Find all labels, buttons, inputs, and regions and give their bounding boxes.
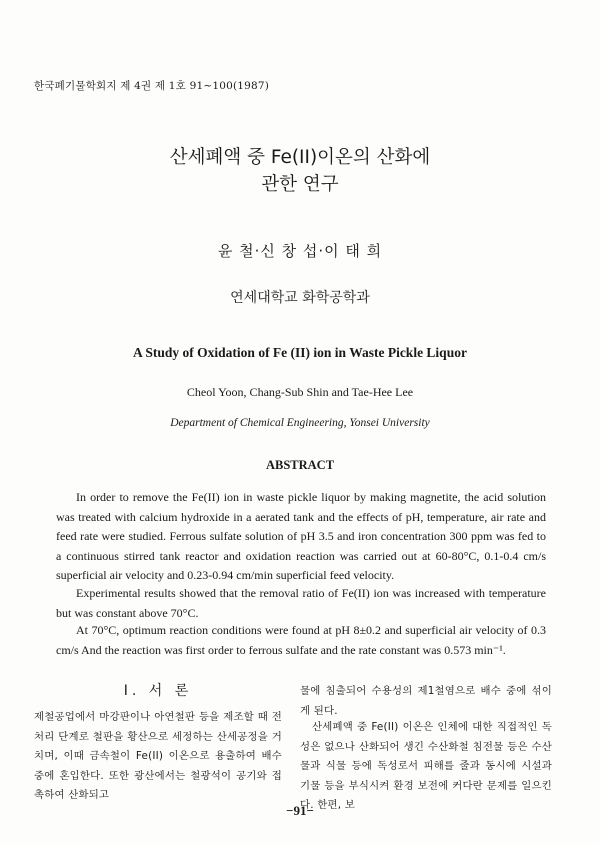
body-text-right-column-continuation: 물에 침출되어 수용성의 제1철염으로 배수 중에 섞이게 된다. — [300, 685, 552, 717]
section-heading-introduction: I. 서 론 — [123, 683, 193, 699]
affiliation-korean: 연세대학교 화학공학과 — [230, 290, 370, 306]
page-number: −91− — [286, 803, 314, 818]
authors-korean: 윤 철·신 창 섭·이 태 희 — [217, 242, 383, 260]
body-text-right-column-paragraph: 산세폐액 중 Fe(II) 이온은 인체에 대한 직접적인 독성은 없으나 산화되어 생긴 수산화철 침전물 등은 수산물과 식물 등에 독성로서 피해를 줄과 동시에 시설과 기물 등을 부식시켜 환경 보전에 커다란 문제를 일으킨다. 한편, 보 — [300, 721, 552, 811]
body-text-left-column: 제철공업에서 마강판이나 아연철판 등을 제조할 때 전처리 단계로 철판을 황산으로 세정하는 산세공정을 거치며, 이때 금속철이 Fe(II) 이온으로 용출하여 배수 중에 혼입한다. 또한 광산에서는 철광석이 공기와 접촉하여 산화되고 — [34, 711, 282, 801]
affiliation-english: Department of Chemical Engineering, Yonsei University — [170, 417, 430, 429]
abstract-paragraph-1: In order to remove the Fe(II) ion in waste pickle liquor by making magnetite, the acid solution was treated with calcium hydroxide in a aerated tank and the effects of pH, temperature, air rate and feed rate were studied. Ferrous sulfate solution of pH 3.5 and iron concentration 300 ppm was fed to a continuous stirred tank reactor and oxidation reaction was carried out at 60-80°C, 0.1-0.4 cm/s superficial air velocity and 0.23-0.94 cm/min superficial feed velocity. — [56, 490, 546, 582]
abstract-paragraph-3: At 70°C, optimum reaction conditions were found at pH 8±0.2 and superficial air velocity of 0.3 cm/s And the reaction was first order to ferrous sulfate and the rate constant was 0.573 min⁻¹. — [56, 623, 546, 657]
abstract-heading: ABSTRACT — [265, 458, 335, 472]
abstract-paragraph-2: Experimental results showed that the removal ratio of Fe(II) ion was increased with temperature but was constant above 70°C. — [56, 586, 546, 620]
journal-citation: 한국폐기물학회지 제 4권 제 1호 91∼100(1987) — [34, 80, 270, 92]
title-english: A Study of Oxidation of Fe (II) ion in Waste Pickle Liquor — [133, 345, 467, 360]
authors-english: Cheol Yoon, Chang-Sub Shin and Tae-Hee Lee — [186, 385, 414, 399]
title-korean-line2: 관한 연구 — [261, 174, 339, 195]
title-korean-line1: 산세폐액 중 Fe(II)이온의 산화에 — [169, 147, 431, 168]
